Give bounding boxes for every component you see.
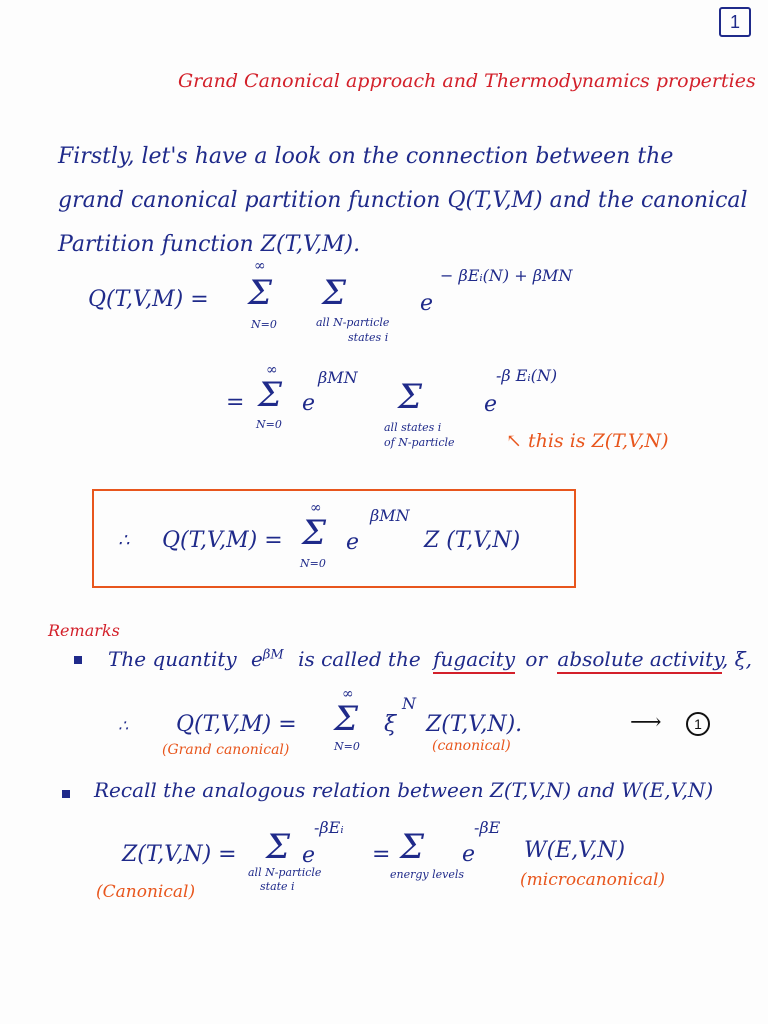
remark-1-term-fugacity: fugacity: [433, 647, 515, 674]
eq3-sigma-bottom: N=0: [334, 740, 360, 753]
remark-1-suffix: , ξ,: [721, 647, 752, 671]
eq3-ref-number: 1: [686, 712, 710, 736]
page-number: 1: [719, 7, 751, 37]
remark-1-or: or: [525, 647, 548, 671]
eq2-exponent: βMN: [318, 368, 358, 387]
eq3-ref: [686, 712, 710, 736]
eq3-xi: ξ: [384, 712, 397, 737]
eq3-arrow: ⟶: [630, 710, 662, 735]
eq4-sigma: Σ: [266, 827, 291, 867]
remark-1-exp: βM: [262, 647, 284, 663]
eq4-sigma-bottom-2: state i: [260, 880, 295, 893]
eq4-exponent2: -βE: [474, 818, 501, 837]
eq3-label-canonical: (canonical): [432, 738, 511, 754]
eq1-sigma-bottom: N=0: [251, 318, 277, 331]
eq1-exponent: − βEᵢ(N) + βMN: [440, 266, 573, 285]
eq1-exp-base: e: [420, 291, 434, 316]
eq4-sigma-bottom-1: all N-particle: [248, 866, 322, 879]
boxed-sigma-bottom: N=0: [300, 557, 326, 570]
eq2-sigma: Σ: [258, 375, 283, 415]
eq4-sigma2-bottom: energy levels: [390, 868, 465, 881]
boxed-rhs: Z (T,V,N): [424, 528, 521, 553]
eq4-sigma2: Σ: [400, 827, 425, 867]
bullet-1: [74, 656, 82, 664]
remark-1-exp-base: e: [251, 647, 263, 671]
page-title: Grand Canonical approach and Thermodynamics properties: [178, 70, 756, 92]
eq1-lhs: Q(T,V,M) =: [88, 287, 209, 312]
eq4-label-microcanonical: (microcanonical): [520, 870, 666, 890]
eq1-sigma2-bottom-2: states i: [348, 331, 389, 344]
eq4-lhs: Z(T,V,N) =: [122, 842, 237, 867]
boxed-sigma: Σ: [302, 513, 327, 553]
eq4-exp-base: e: [302, 843, 316, 868]
remark-1-prefix: The quantity: [108, 647, 237, 671]
eq2-sigma-bottom: N=0: [256, 418, 282, 431]
intro-line-3: Partition function Z(T,V,M).: [58, 232, 361, 257]
eq3-rhs: Z(T,V,N).: [426, 712, 523, 737]
eq3-sigma: Σ: [334, 699, 359, 739]
remark-1: [108, 647, 752, 671]
eq1-sigma2: Σ: [322, 273, 347, 313]
intro-line-1: Firstly, let's have a look on the connection between the: [58, 144, 674, 169]
boxed-exp-base: e: [346, 530, 360, 555]
remark-1-middle: is called the: [298, 647, 421, 671]
remark-2: Recall the analogous relation between Z(T,V,N) and W(E,V,N): [94, 778, 714, 802]
eq3-xi-exp: N: [402, 694, 416, 713]
boxed-lhs: Q(T,V,M) =: [162, 528, 283, 553]
intro-paragraph: [58, 135, 748, 267]
eq2-sigma2: Σ: [398, 377, 423, 417]
eq2-eq-sign: =: [226, 390, 245, 415]
eq2-sigma2-bottom-1: all states i: [384, 421, 442, 434]
bullet-2: [62, 790, 70, 798]
eq2-sigma-top: ∞: [266, 362, 278, 378]
eq3-lhs: Q(T,V,M) =: [176, 712, 297, 737]
eq3-marker: ∴: [118, 716, 129, 735]
eq1-sigma-top: ∞: [254, 258, 266, 274]
eq2-exponent2: -β Eᵢ(N): [496, 366, 558, 385]
eq3-sigma-top: ∞: [342, 686, 354, 702]
eq2-exp-base: e: [302, 391, 316, 416]
eq4-exp2-base: e: [462, 842, 476, 867]
boxed-therefore: ∴: [118, 530, 130, 551]
eq4-eq-sign: =: [372, 842, 391, 867]
intro-line-2: grand canonical partition function Q(T,V,M) and the canonical: [58, 188, 748, 213]
remarks-heading: Remarks: [48, 621, 120, 640]
boxed-sigma-top: ∞: [310, 500, 322, 516]
eq2-sigma2-bottom-2: of N-particle: [384, 436, 455, 449]
eq3-label-grand-canonical: (Grand canonical): [162, 742, 290, 758]
eq4-rhs: W(E,V,N): [524, 838, 626, 863]
eq4-label-canonical: (Canonical): [96, 882, 196, 902]
boxed-exponent: βMN: [370, 506, 410, 525]
eq1-sigma2-bottom-1: all N-particle: [316, 316, 390, 329]
eq2-exp2-base: e: [484, 392, 498, 417]
eq4-exponent: -βEᵢ: [314, 818, 344, 837]
eq1-sigma: Σ: [248, 273, 273, 313]
eq2-annotation: ↖ this is Z(T,V,N): [506, 430, 669, 452]
remark-1-term-absolute-activity: absolute activity: [557, 647, 721, 674]
